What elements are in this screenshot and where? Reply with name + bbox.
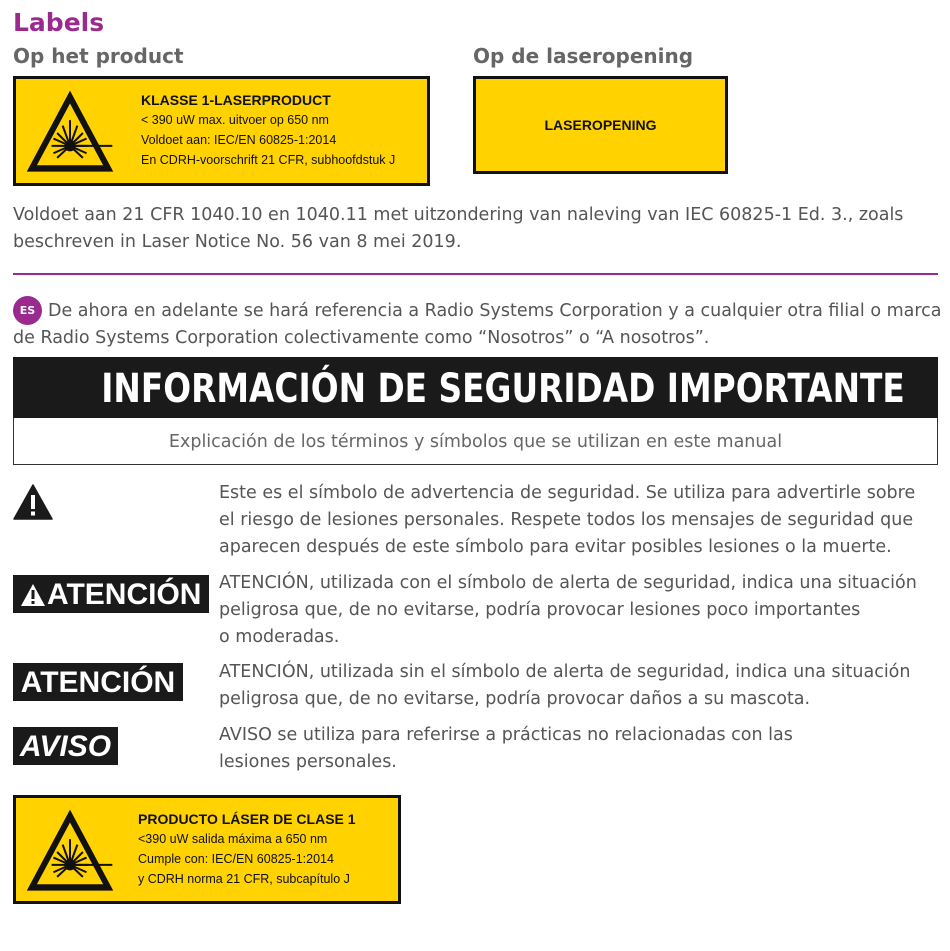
definition-caution-with-symbol bbox=[219, 570, 944, 651]
definition-line: ATENCIÓN, utilizada con el símbolo de alerta de seguridad, indica una situación bbox=[219, 573, 917, 593]
definition-caution bbox=[219, 659, 944, 713]
safety-alert-icon bbox=[13, 484, 53, 520]
definition-line: peligrosa que, de no evitarse, podría provocar lesiones poco importantes bbox=[219, 600, 861, 620]
on-product-subheading: Op het product bbox=[13, 44, 184, 68]
safety-banner-subtitle: Explicación de los términos y símbolos que se utilizan en este manual bbox=[13, 418, 938, 465]
es-intro-line: de Radio Systems Corporation colectivamente como “Nosotros” o “A nosotros”. bbox=[13, 328, 710, 348]
laser-warning-icon bbox=[24, 806, 116, 898]
laser-warning-icon bbox=[24, 87, 116, 179]
compliance-line: Voldoet aan 21 CFR 1040.10 en 1040.11 met uitzondering van naleving van IEC 60825-1 Ed. 3., zoals bbox=[13, 205, 904, 225]
definition-line: ATENCIÓN, utilizada sin el símbolo de alerta de seguridad, indica una situación bbox=[219, 662, 911, 682]
aperture-label bbox=[473, 76, 728, 174]
product-laser-label bbox=[13, 76, 430, 186]
caution-with-symbol-tag bbox=[13, 575, 209, 613]
spanish-label-line: Cumple con: IEC/EN 60825-1:2014 bbox=[138, 852, 334, 866]
spanish-label-line: <390 uW salida máxima a 650 nm bbox=[138, 832, 328, 846]
notice-tag: AVISO bbox=[13, 727, 118, 765]
labels-heading: Labels bbox=[13, 8, 105, 37]
language-badge-es: ES bbox=[13, 296, 42, 325]
spanish-laser-label bbox=[13, 795, 401, 904]
caution-tag-text: ATENCIÓN bbox=[47, 578, 202, 611]
product-label-title: KLASSE 1-LASERPRODUCT bbox=[141, 92, 331, 108]
definition-line: o moderadas. bbox=[219, 627, 340, 647]
definition-line: lesiones personales. bbox=[219, 752, 397, 772]
safety-banner-title: INFORMACIÓN DE SEGURIDAD IMPORTANTE bbox=[101, 366, 905, 412]
definition-line: peligrosa que, de no evitarse, podría provocar daños a su mascota. bbox=[219, 689, 811, 709]
safety-alert-icon bbox=[20, 583, 46, 607]
definition-line: aparecen después de este símbolo para evitar posibles lesiones o la muerte. bbox=[219, 537, 892, 557]
product-label-line: En CDRH-voorschrift 21 CFR, subhoofdstuk J bbox=[141, 153, 396, 167]
product-label-line: < 390 uW max. uitvoer op 650 nm bbox=[141, 113, 329, 127]
definition-line: Este es el símbolo de advertencia de seguridad. Se utiliza para advertirle sobre bbox=[219, 483, 916, 503]
spanish-label-title: PRODUCTO LÁSER DE CLASE 1 bbox=[138, 811, 356, 827]
safety-banner bbox=[13, 357, 938, 418]
definition-notice bbox=[219, 722, 944, 776]
on-aperture-subheading: Op de laseropening bbox=[473, 44, 694, 68]
compliance-line: beschreven in Laser Notice No. 56 van 8 mei 2019. bbox=[13, 232, 462, 252]
section-divider bbox=[13, 273, 938, 275]
product-label-line: Voldoet aan: IEC/EN 60825-1:2014 bbox=[141, 133, 337, 147]
es-intro-line: De ahora en adelante se hará referencia a Radio Systems Corporation y a cualquier otra filial o marca bbox=[48, 301, 942, 321]
caution-tag: ATENCIÓN bbox=[13, 663, 183, 701]
definition-safety-symbol bbox=[219, 480, 944, 561]
spanish-label-line: y CDRH norma 21 CFR, subcapítulo J bbox=[138, 872, 350, 886]
definition-line: AVISO se utiliza para referirse a prácticas no relacionadas con las bbox=[219, 725, 793, 745]
definition-line: el riesgo de lesiones personales. Respete todos los mensajes de seguridad que bbox=[219, 510, 914, 530]
aperture-label-text: LASEROPENING bbox=[544, 117, 657, 133]
compliance-paragraph bbox=[13, 202, 943, 256]
